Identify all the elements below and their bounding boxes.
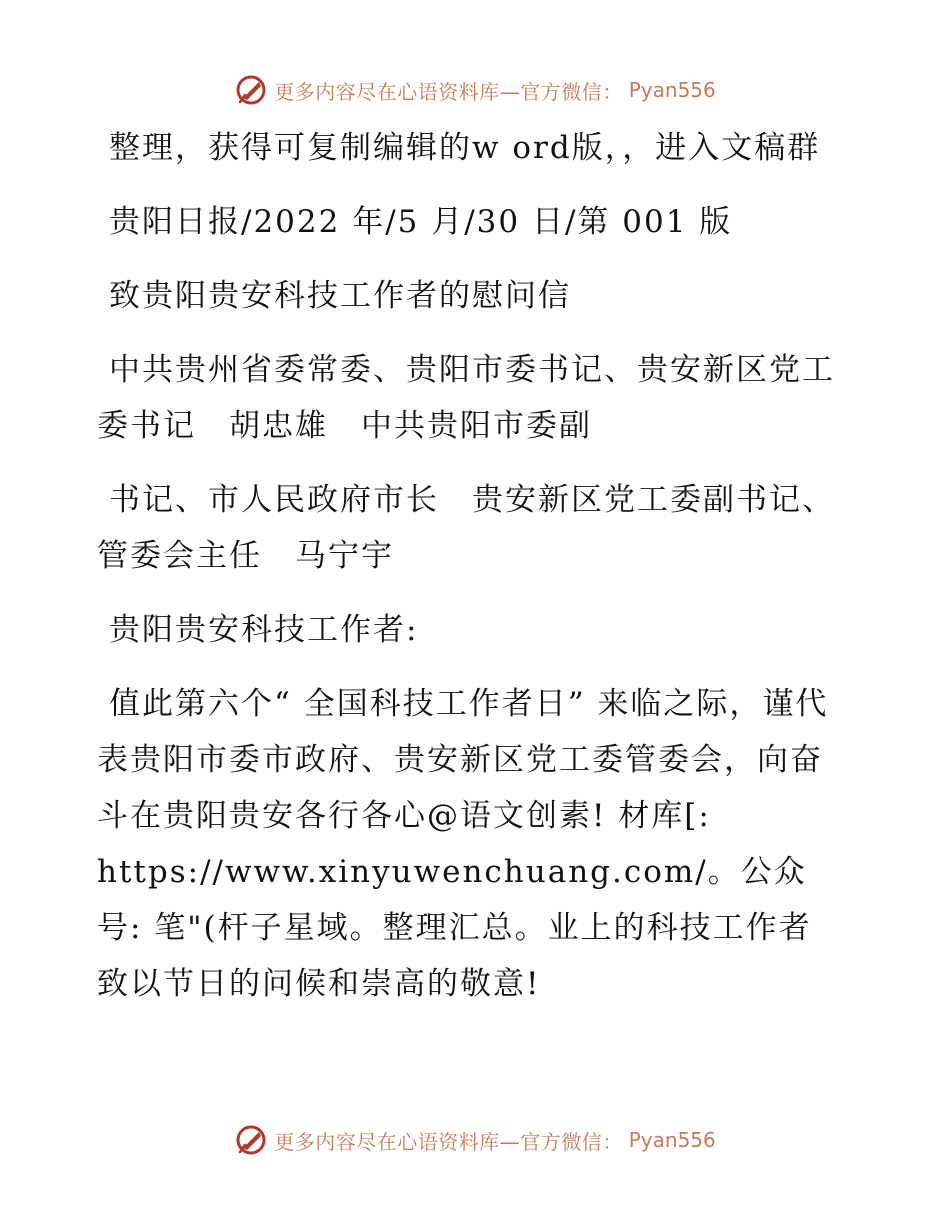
paragraph-signatories-2: 书记、市人民政府市长 贵安新区党工委副书记、管委会主任 马宁宇: [97, 482, 835, 574]
footer-banner: [0, 1120, 950, 1160]
quill-pen-logo-icon: [234, 1123, 268, 1157]
paragraph-body: 值此第六个“ 全国科技工作者日” 来临之际，谨代表贵阳市委市政府、贵安新区党工委管委会，向奋斗在贵阳贵安各行各心@语文创素! 材库[: https://www.xinyuwenchuang.com/。公众号: 笔"(杆子星域。整理汇总。业上的科技工作者致以节日的问候和崇高的敬意!: [97, 686, 829, 1002]
paragraph-word-note: 整理，获得可复制编辑的w ord版，，进入文稿群: [109, 130, 821, 166]
paragraph-signatories-1: 中共贵州省委常委、贵阳市委书记、贵安新区党工委书记 胡忠雄 中共贵阳市委副: [97, 352, 835, 444]
document-body: [97, 120, 837, 1030]
banner-text: 更多内容尽在心语资料库—官方微信：: [274, 79, 623, 104]
quill-pen-logo-icon: [234, 73, 268, 107]
header-banner: [0, 70, 950, 110]
banner-wechat-id: Pyan556: [628, 78, 716, 102]
paragraph-letter-title: 致贵阳贵安科技工作者的慰问信: [109, 278, 571, 314]
paragraph-salutation: 贵阳贵安科技工作者:: [109, 612, 419, 648]
banner-text: 更多内容尽在心语资料库—官方微信：: [274, 1129, 623, 1154]
paragraph-source-line: 贵阳日报/2022 年/5 月/30 日/第 001 版: [109, 204, 733, 240]
banner-wechat-id: Pyan556: [628, 1128, 716, 1152]
